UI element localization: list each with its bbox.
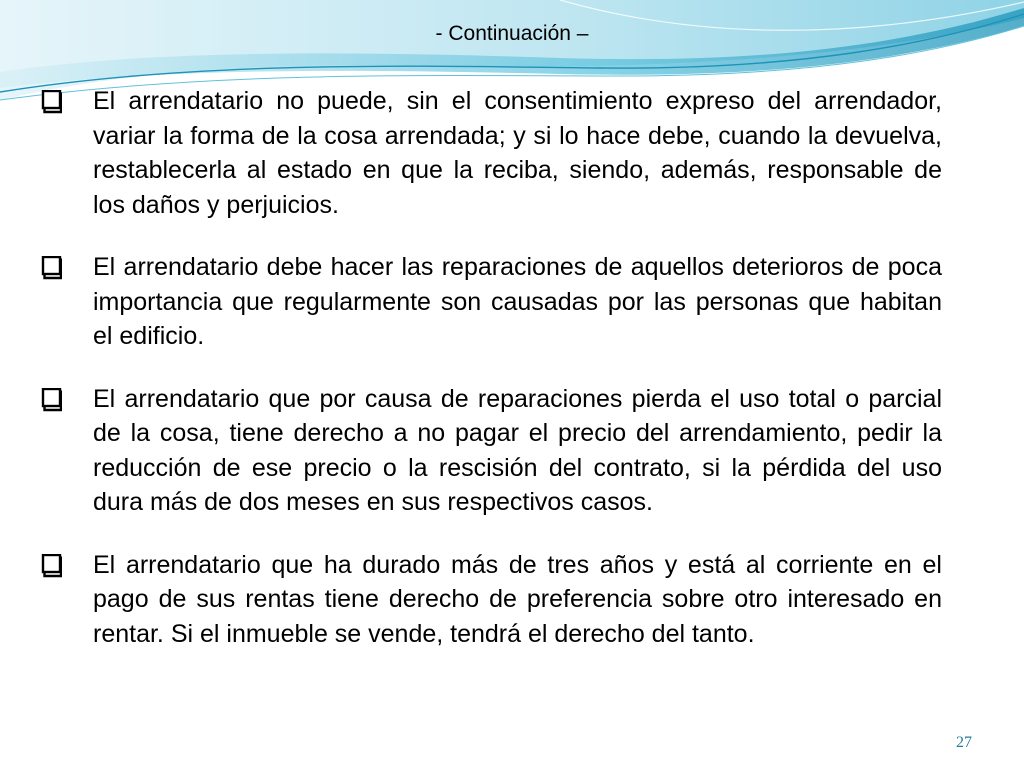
checkbox-icon [36,388,62,412]
checkbox-icon [36,90,62,114]
bullet-item [32,382,942,520]
checkbox-icon [36,256,62,280]
bullet-item [32,250,942,354]
bullet-text: El arrendatario que ha durado más de tres años y está al corriente en el pago de sus rentas tiene derecho de preferencia sobre otro interesado en rentar. Si el inmueble se vende, tendrá el derecho del tanto. [93,550,942,648]
checkbox-icon [36,554,62,578]
bullet-text: El arrendatario no puede, sin el consentimiento expreso del arrendador, variar la forma de la cosa arrendada; y si lo hace debe, cuando la devuelva, restablecerla al estado en que la reciba, siendo, además, responsable de los daños y perjuicios. [93,87,942,219]
bullet-item [32,84,942,222]
bullet-list [32,84,942,679]
bullet-text: El arrendatario debe hacer las reparaciones de aquellos deterioros de poca importancia que regularmente son causadas por las personas que habitan el edificio. [93,253,942,350]
slide-subtitle: - Continuación – [435,22,589,45]
page-number: 27 [956,734,972,751]
bullet-text: El arrendatario que por causa de reparaciones pierda el uso total o parcial de la cosa, tiene derecho a no pagar el precio del arrendamiento, pedir la reducción de ese precio o la rescisión del contrato, si la pérdida del uso dura más de dos meses en sus respectivos casos. [93,384,942,516]
bullet-item [32,548,942,652]
